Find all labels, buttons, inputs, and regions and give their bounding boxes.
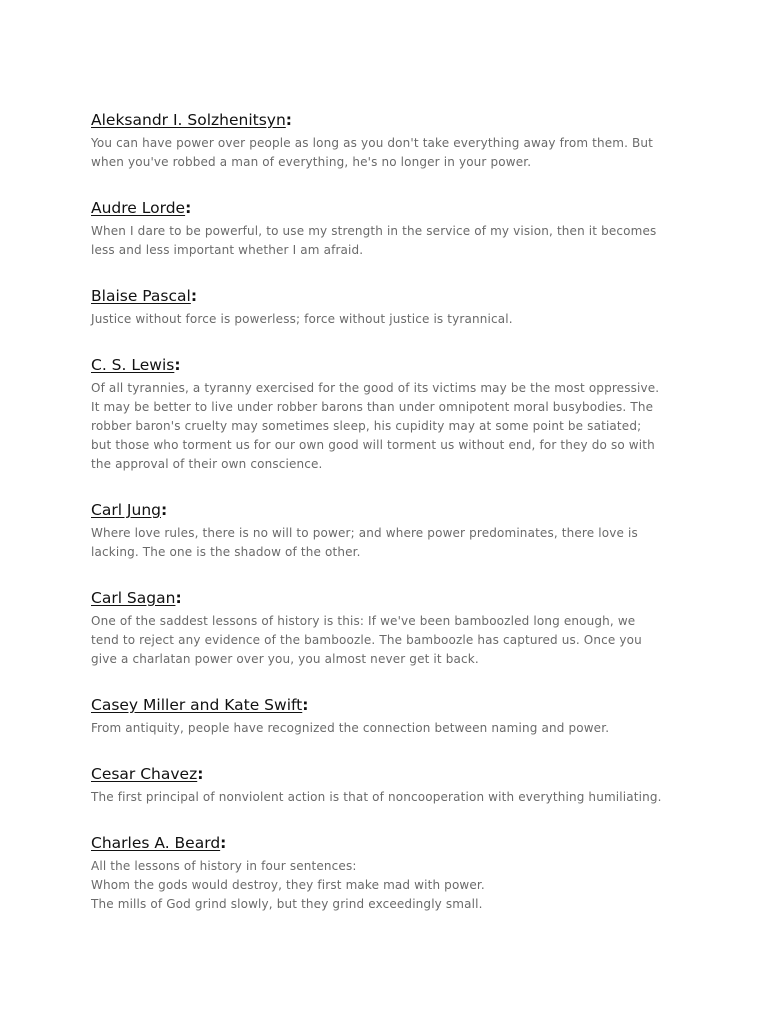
quote-line: Justice without force is powerless; force without justice is tyrannical. — [91, 312, 513, 326]
quote-text — [91, 524, 691, 562]
author-colon: : — [174, 356, 181, 374]
quote-block — [91, 110, 691, 172]
author-link[interactable]: Carl Jung — [91, 501, 161, 519]
quote-line: tend to reject any evidence of the bamboozle. The bamboozle has captured us. Once you — [91, 633, 642, 647]
quote-line: The first principal of nonviolent action is that of noncooperation with everything humiliating. — [91, 790, 662, 804]
quote-block — [91, 695, 691, 738]
quote-line: lacking. The one is the shadow of the other. — [91, 545, 361, 559]
author-link[interactable]: Cesar Chavez — [91, 765, 198, 783]
author-heading — [91, 588, 691, 608]
quote-line: The mills of God grind slowly, but they grind exceedingly small. — [91, 897, 483, 911]
author-colon: : — [197, 765, 204, 783]
quote-line: You can have power over people as long as you don't take everything away from them. But — [91, 136, 654, 150]
quote-line: robber baron's cruelty may sometimes sleep, his cupidity may at some point be satiated; — [91, 419, 642, 433]
quote-line: Of all tyrannies, a tyranny exercised for the good of its victims may be the most oppressive. — [91, 381, 660, 395]
quote-line: One of the saddest lessons of history is this: If we've been bamboozled long enough, we — [91, 614, 636, 628]
author-link[interactable]: Audre Lorde — [91, 199, 186, 217]
quote-text — [91, 788, 691, 807]
author-heading — [91, 500, 691, 520]
quote-line: the approval of their own conscience. — [91, 457, 323, 471]
quote-line: give a charlatan power over you, you almost never get it back. — [91, 652, 479, 666]
author-link[interactable]: C. S. Lewis — [91, 356, 175, 374]
author-heading — [91, 355, 691, 375]
quote-line: All the lessons of history in four sentences: — [91, 859, 357, 873]
quote-line: From antiquity, people have recognized the connection between naming and power. — [91, 721, 610, 735]
author-heading — [91, 286, 691, 306]
author-colon: : — [161, 501, 168, 519]
quote-line: less and less important whether I am afraid. — [91, 243, 364, 257]
quote-text — [91, 719, 691, 738]
author-colon: : — [175, 589, 182, 607]
quote-line: When I dare to be powerful, to use my strength in the service of my vision, then it becomes — [91, 224, 657, 238]
quote-line: Where love rules, there is no will to power; and where power predominates, there love is — [91, 526, 638, 540]
author-link[interactable]: Aleksandr I. Solzhenitsyn — [91, 111, 286, 129]
quote-text — [91, 222, 691, 260]
quote-text — [91, 379, 691, 474]
quote-text — [91, 134, 691, 172]
quotes-document — [91, 110, 691, 940]
quote-block — [91, 833, 691, 914]
quote-line: when you've robbed a man of everything, he's no longer in your power. — [91, 155, 532, 169]
author-link[interactable]: Blaise Pascal — [91, 287, 191, 305]
quote-block — [91, 764, 691, 807]
author-heading — [91, 695, 691, 715]
author-link[interactable]: Casey Miller and Kate Swift — [91, 696, 303, 714]
quote-block — [91, 500, 691, 562]
quote-block — [91, 198, 691, 260]
author-link[interactable]: Carl Sagan — [91, 589, 176, 607]
author-heading — [91, 110, 691, 130]
author-colon: : — [190, 287, 198, 305]
author-colon: : — [185, 199, 192, 217]
quote-line: It may be better to live under robber barons than under omnipotent moral busybodies. The — [91, 400, 654, 414]
quote-line: but those who torment us for our own good will torment us without end, for they do so with — [91, 438, 655, 452]
quote-block — [91, 355, 691, 474]
author-colon: : — [220, 834, 227, 852]
author-colon: : — [302, 696, 309, 714]
author-heading — [91, 833, 691, 853]
quote-text — [91, 857, 691, 914]
author-heading — [91, 198, 691, 218]
quote-line: Whom the gods would destroy, they first make mad with power. — [91, 878, 485, 892]
author-link[interactable]: Charles A. Beard — [91, 834, 221, 852]
quote-block — [91, 286, 691, 329]
quote-text — [91, 612, 691, 669]
author-heading — [91, 764, 691, 784]
quote-block — [91, 588, 691, 669]
quote-text — [91, 310, 691, 329]
author-colon: : — [285, 111, 292, 129]
